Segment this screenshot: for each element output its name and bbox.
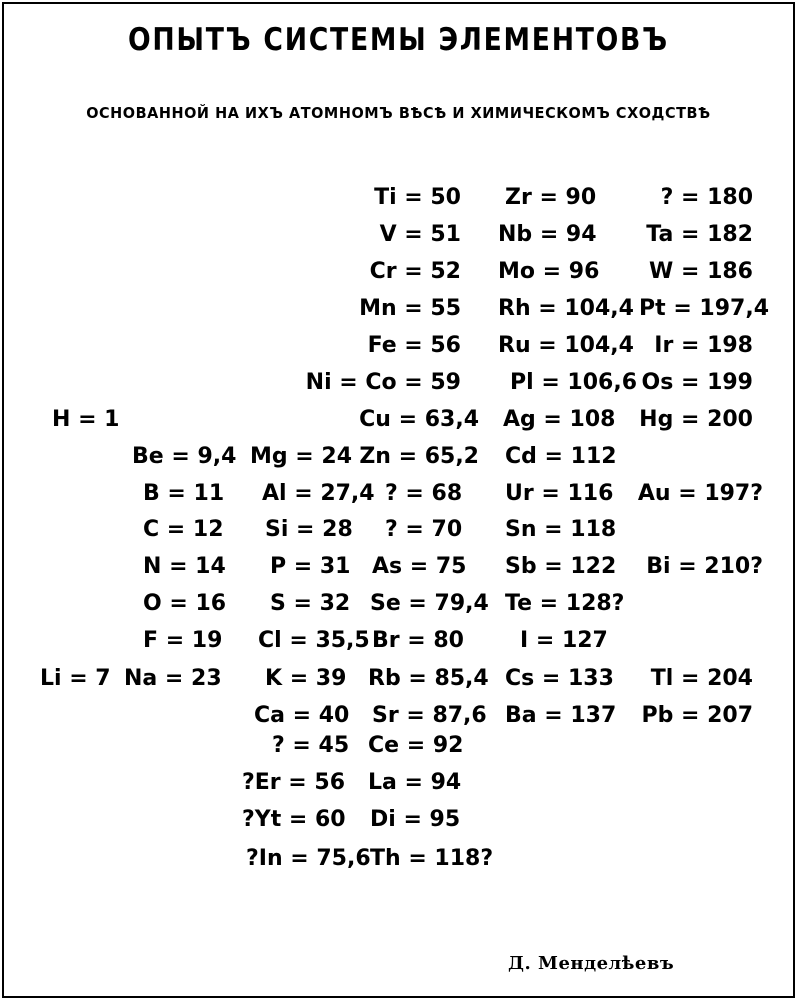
element-entry: Ag = 108 xyxy=(503,407,616,432)
element-entry: Th = 118? xyxy=(370,846,494,871)
element-entry: As = 75 xyxy=(372,554,467,579)
element-entry: ?Yt = 60 xyxy=(242,807,346,832)
element-entry: W = 186 xyxy=(649,259,753,284)
element-entry: S = 32 xyxy=(270,591,351,616)
element-entry: Zr = 90 xyxy=(505,185,597,210)
element-entry: Ba = 137 xyxy=(505,703,617,728)
element-entry: Mg = 24 xyxy=(250,444,353,469)
element-entry: Os = 199 xyxy=(641,370,753,395)
element-entry: Hg = 200 xyxy=(639,407,753,432)
element-entry: B = 11 xyxy=(143,481,225,506)
element-entry: Ce = 92 xyxy=(368,733,464,758)
element-entry: Pl = 106,6 xyxy=(510,370,638,395)
element-entry: O = 16 xyxy=(143,591,227,616)
element-entry: Ni = Co = 59 xyxy=(305,370,461,395)
element-entry: ? = 70 xyxy=(385,517,463,542)
element-entry: Na = 23 xyxy=(124,666,222,691)
element-entry: Cs = 133 xyxy=(505,666,614,691)
element-entry: Sr = 87,6 xyxy=(372,703,487,728)
element-entry: Nb = 94 xyxy=(498,222,597,247)
author-signature: Д. Менделѣевъ xyxy=(508,953,675,974)
element-entry: P = 31 xyxy=(270,554,351,579)
element-entry: Ur = 116 xyxy=(505,481,614,506)
element-entry: Cr = 52 xyxy=(369,259,461,284)
element-entry: Ta = 182 xyxy=(646,222,753,247)
element-entry: Cu = 63,4 xyxy=(359,407,479,432)
element-entry: Br = 80 xyxy=(372,628,464,653)
element-entry: N = 14 xyxy=(143,554,226,579)
element-entry: V = 51 xyxy=(379,222,461,247)
element-entry: Sn = 118 xyxy=(505,517,617,542)
page-subtitle: ОСНОВАННОЙ НА ИХЪ АТОМНОМЪ ВѢСѢ И ХИМИЧЕСКОМЪ СХОДСТВѢ xyxy=(86,104,711,122)
element-entry: Li = 7 xyxy=(40,666,111,691)
element-entry: ? = 68 xyxy=(385,481,463,506)
page-title: ОПЫТЪ СИСТЕМЫ ЭЛЕМЕНТОВЪ xyxy=(128,22,669,58)
element-entry: Ru = 104,4 xyxy=(498,333,634,358)
element-entry: ? = 180 xyxy=(660,185,753,210)
element-entry: Cd = 112 xyxy=(505,444,617,469)
element-entry: Se = 79,4 xyxy=(370,591,489,616)
element-entry: ?Er = 56 xyxy=(242,770,346,795)
element-entry: Mo = 96 xyxy=(498,259,600,284)
element-entry: Te = 128? xyxy=(505,591,625,616)
element-entry: Ir = 198 xyxy=(654,333,753,358)
element-entry: F = 19 xyxy=(143,628,223,653)
element-entry: Pt = 197,4 xyxy=(639,296,769,321)
element-entry: Fe = 56 xyxy=(367,333,461,358)
element-entry: Si = 28 xyxy=(265,517,353,542)
element-entry: Rh = 104,4 xyxy=(498,296,634,321)
element-entry: Zn = 65,2 xyxy=(359,444,479,469)
element-entry: Tl = 204 xyxy=(650,666,753,691)
element-entry: La = 94 xyxy=(368,770,462,795)
element-entry: Rb = 85,4 xyxy=(368,666,489,691)
element-entry: ? = 45 xyxy=(272,733,350,758)
element-entry: ?In = 75,6 xyxy=(246,846,371,871)
element-entry: H = 1 xyxy=(52,407,120,432)
element-entry: Au = 197? xyxy=(637,481,763,506)
element-entry: I = 127 xyxy=(520,628,608,653)
element-entry: Ca = 40 xyxy=(254,703,350,728)
element-entry: Mn = 55 xyxy=(359,296,461,321)
element-entry: Pb = 207 xyxy=(641,703,753,728)
element-entry: Bi = 210? xyxy=(646,554,763,579)
element-entry: Di = 95 xyxy=(370,807,461,832)
element-entry: K = 39 xyxy=(265,666,347,691)
element-entry: Cl = 35,5 xyxy=(258,628,370,653)
element-entry: Sb = 122 xyxy=(505,554,617,579)
element-entry: Ti = 50 xyxy=(374,185,461,210)
element-entry: C = 12 xyxy=(143,517,224,542)
element-entry: Al = 27,4 xyxy=(262,481,375,506)
element-entry: Be = 9,4 xyxy=(132,444,237,469)
